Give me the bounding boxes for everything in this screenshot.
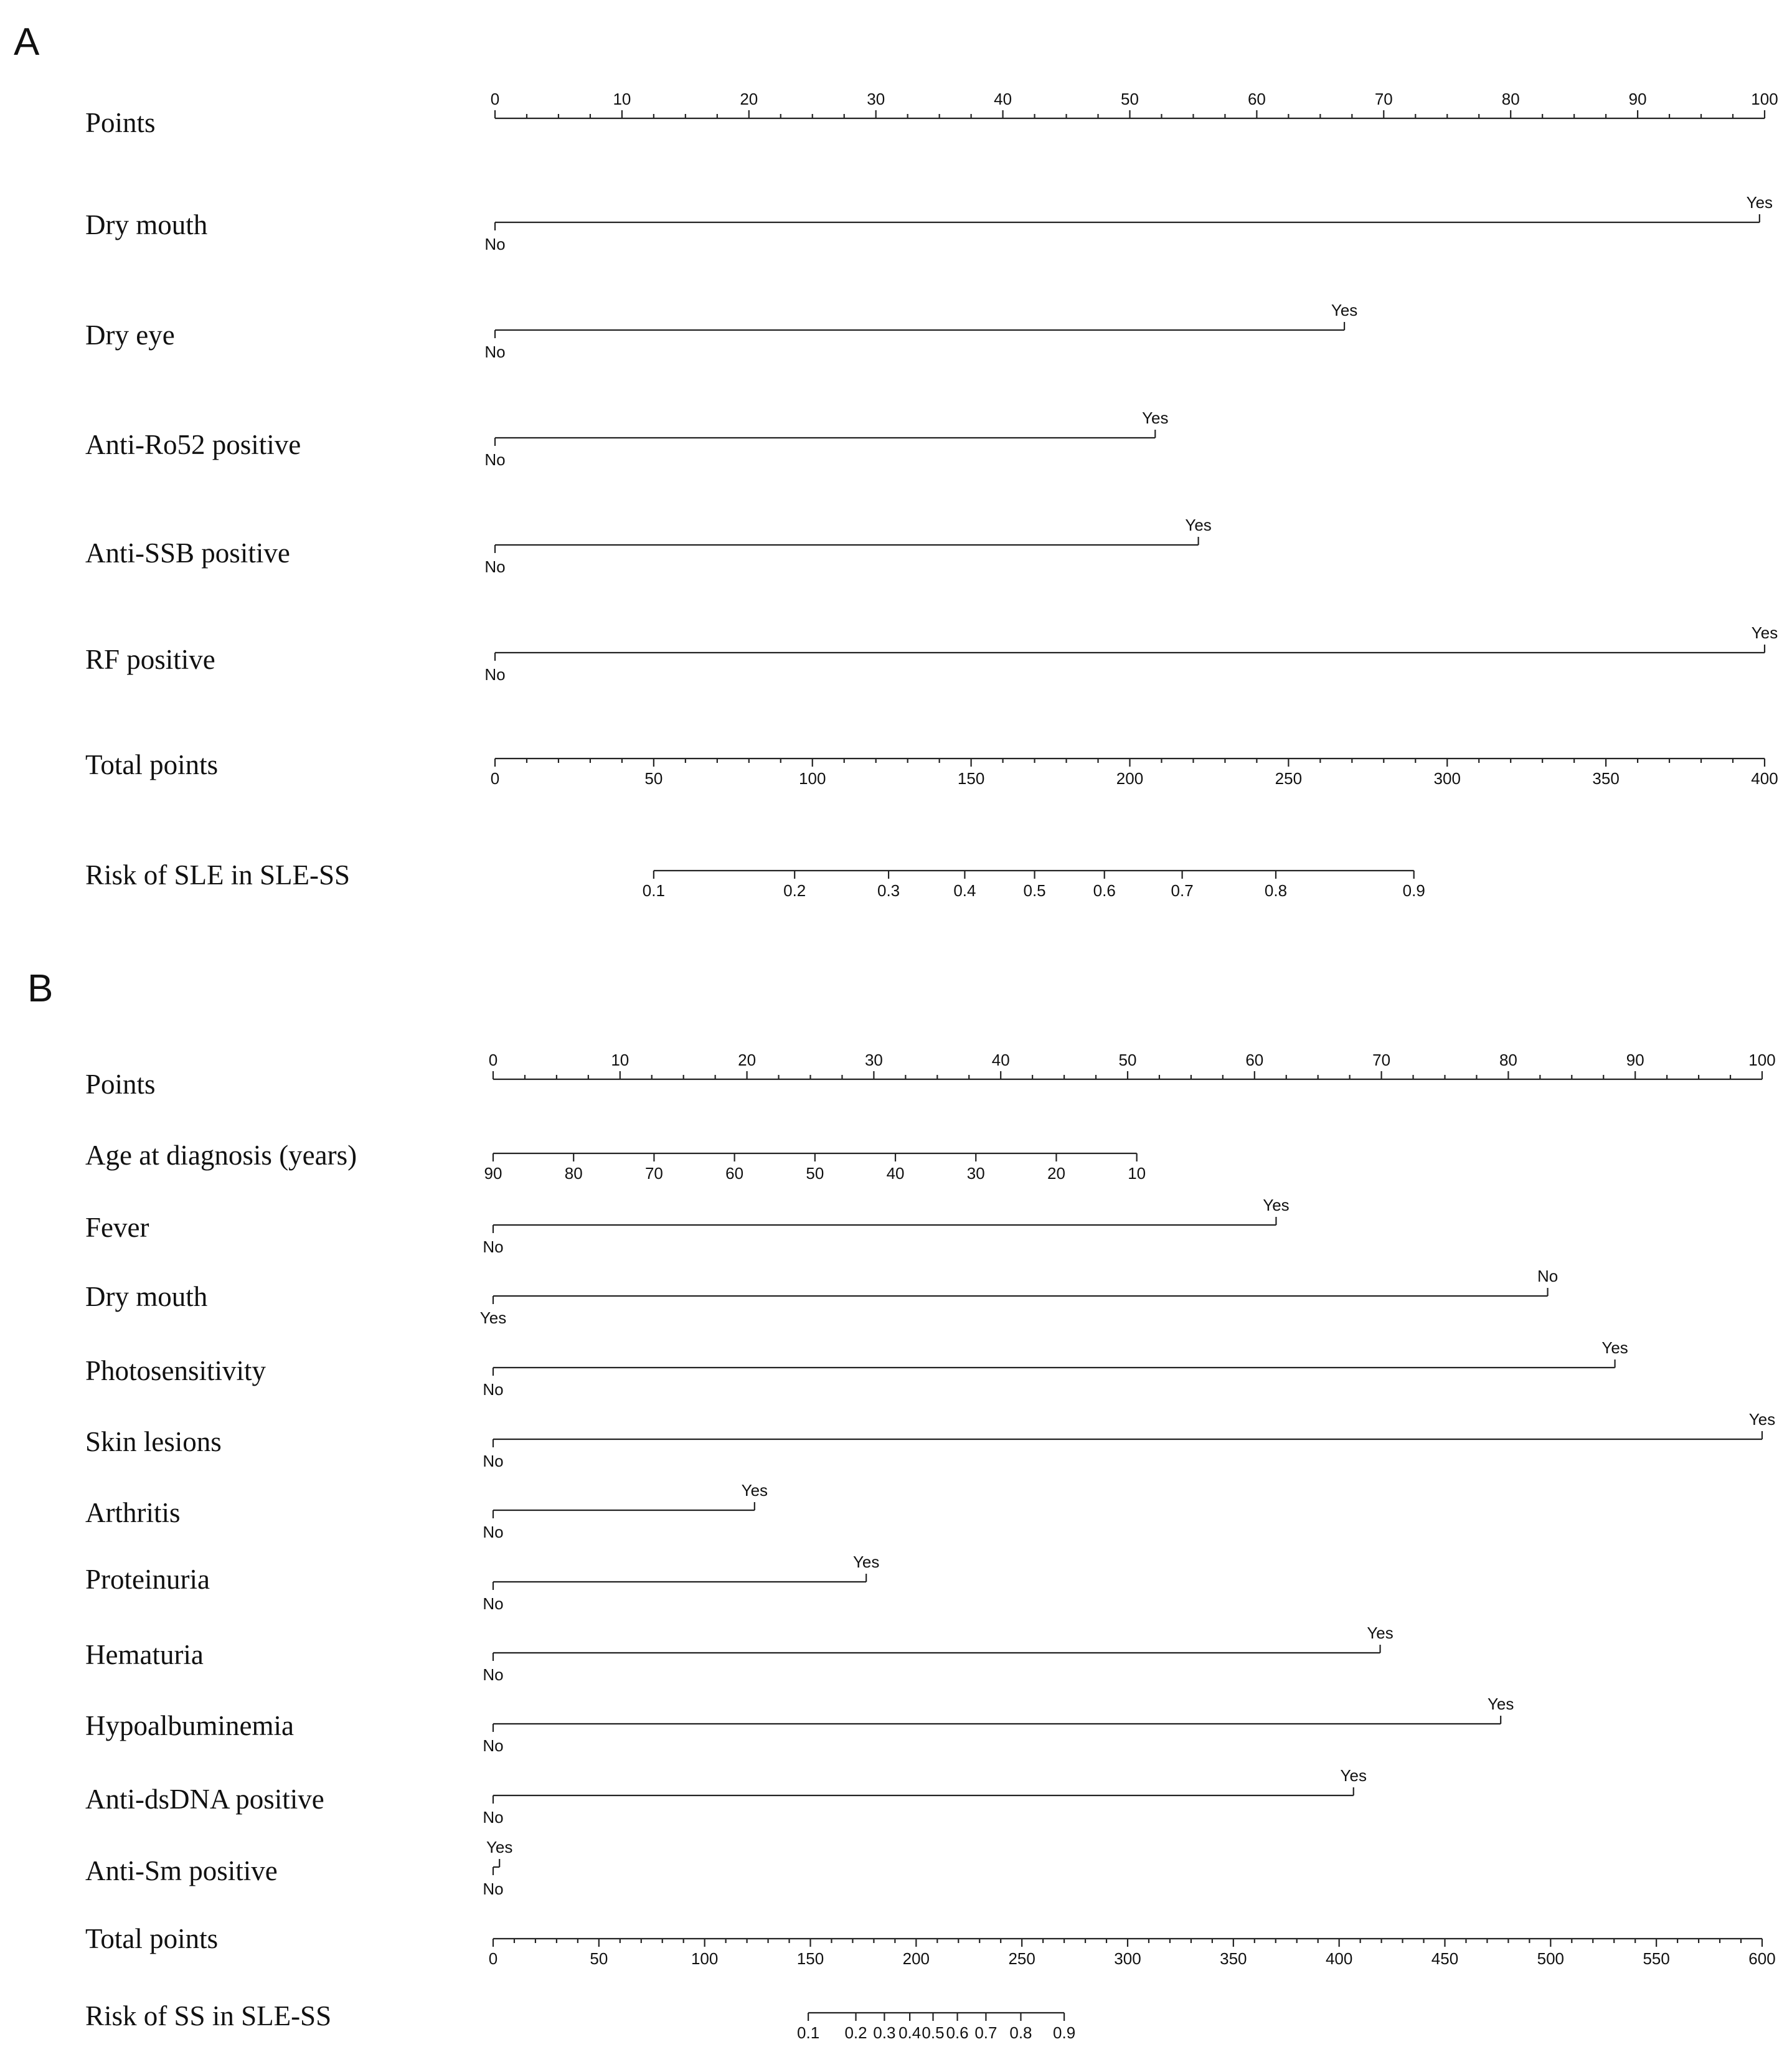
arthritis-high-level-label: Yes [741,1481,768,1500]
photosensitivity-high-level-label: Yes [1601,1338,1628,1357]
risk-of-ss-in-sle-ss-tick-label: 0.4 [898,2023,922,2042]
dry-eye-low-level-label: No [484,343,506,361]
row-total-points [85,1923,1776,1968]
anti-dsdna-positive-high-level-label: Yes [1340,1766,1367,1785]
points-tick-label: 60 [1247,90,1266,108]
risk-of-ss-in-sle-ss-tick-label: 0.1 [797,2023,820,2042]
row-label-points: Points [85,1069,156,1100]
hematuria-low-level-label: No [483,1665,504,1684]
points-tick-label: 20 [740,90,758,108]
skin-lesions-low-level-label: No [483,1452,504,1470]
anti-ssb-positive-low-level-label: No [484,557,506,576]
risk-of-ss-in-sle-ss-tick-label: 0.5 [922,2023,945,2042]
row-label-anti-ro52-positive: Anti-Ro52 positive [85,429,301,460]
row-arthritis [85,1481,768,1541]
points-tick-label: 60 [1245,1051,1264,1069]
row-age-at-diagnosis-years [85,1140,1146,1183]
row-fever [85,1196,1290,1256]
risk-of-sle-in-sle-ss-tick-label: 0.2 [783,881,806,900]
panel-letter-b: B [27,967,54,1010]
points-tick-label: 70 [1372,1051,1391,1069]
hematuria-high-level-label: Yes [1367,1624,1394,1642]
row-label-anti-dsdna-positive: Anti-dsDNA positive [85,1784,324,1815]
total-points-tick-label: 150 [957,769,985,788]
row-dry-eye [85,301,1357,361]
age-at-diagnosis-years-tick-label: 50 [806,1164,824,1183]
row-anti-sm-positive [85,1838,512,1898]
age-at-diagnosis-years-tick-label: 80 [564,1164,583,1183]
rf-positive-low-level-label: No [484,665,506,684]
photosensitivity-low-level-label: No [483,1380,504,1399]
age-at-diagnosis-years-tick-label: 30 [966,1164,985,1183]
total-points-tick-label: 400 [1325,1949,1353,1968]
anti-dsdna-positive-low-level-label: No [483,1808,504,1827]
nomogram-panel-a [85,90,1778,900]
row-proteinuria [85,1553,879,1613]
arthritis-low-level-label: No [483,1523,504,1541]
row-label-age-at-diagnosis-years: Age at diagnosis (years) [85,1140,357,1171]
risk-of-sle-in-sle-ss-tick-label: 0.3 [877,881,900,900]
dry-mouth-high-level-label: No [1537,1267,1559,1285]
points-tick-label: 40 [991,1051,1010,1069]
rf-positive-high-level-label: Yes [1751,623,1778,642]
total-points-tick-label: 500 [1537,1949,1565,1968]
skin-lesions-high-level-label: Yes [1748,1410,1776,1429]
points-tick-label: 30 [864,1051,883,1069]
row-label-total-points: Total points [85,1923,219,1954]
proteinuria-low-level-label: No [483,1594,504,1613]
row-label-total-points: Total points [85,749,219,780]
points-tick-label: 80 [1499,1051,1517,1069]
risk-of-sle-in-sle-ss-tick-label: 0.9 [1402,881,1425,900]
risk-of-sle-in-sle-ss-tick-label: 0.4 [953,881,976,900]
total-points-tick-label: 250 [1275,769,1303,788]
row-photosensitivity [85,1338,1628,1399]
points-tick-label: 0 [488,1051,498,1069]
total-points-tick-label: 150 [796,1949,824,1968]
row-label-rf-positive: RF positive [85,644,215,675]
risk-of-sle-in-sle-ss-tick-label: 0.8 [1264,881,1288,900]
points-tick-label: 40 [994,90,1012,108]
points-tick-label: 10 [613,90,631,108]
row-label-hypoalbuminemia: Hypoalbuminemia [85,1710,294,1741]
row-label-dry-mouth: Dry mouth [85,209,208,240]
row-anti-ssb-positive [85,516,1212,576]
row-dry-mouth [85,193,1773,253]
anti-sm-positive-low-level-label: No [483,1880,504,1898]
risk-of-sle-in-sle-ss-tick-label: 0.7 [1171,881,1194,900]
points-tick-label: 70 [1374,90,1393,108]
fever-high-level-label: Yes [1263,1196,1290,1214]
points-tick-label: 0 [490,90,500,108]
points-tick-label: 90 [1626,1051,1644,1069]
row-label-fever: Fever [85,1212,149,1243]
points-tick-label: 50 [1118,1051,1137,1069]
age-at-diagnosis-years-tick-label: 60 [725,1164,744,1183]
row-label-risk-of-sle-in-sle-ss: Risk of SLE in SLE-SS [85,859,351,891]
row-label-risk-of-ss-in-sle-ss: Risk of SS in SLE-SS [85,2000,332,2031]
age-at-diagnosis-years-tick-label: 10 [1128,1164,1146,1183]
row-rf-positive [85,623,1778,684]
anti-ro52-positive-high-level-label: Yes [1142,409,1169,427]
points-tick-label: 100 [1751,90,1778,108]
row-label-anti-ssb-positive: Anti-SSB positive [85,537,290,569]
points-tick-label: 80 [1501,90,1520,108]
total-points-tick-label: 200 [902,1949,930,1968]
total-points-tick-label: 50 [590,1949,608,1968]
risk-of-ss-in-sle-ss-tick-label: 0.3 [873,2023,896,2042]
total-points-tick-label: 100 [691,1949,719,1968]
total-points-tick-label: 400 [1751,769,1778,788]
risk-of-sle-in-sle-ss-tick-label: 0.1 [642,881,665,900]
total-points-tick-label: 350 [1220,1949,1247,1968]
risk-of-sle-in-sle-ss-tick-label: 0.5 [1023,881,1046,900]
points-tick-label: 30 [867,90,885,108]
risk-of-sle-in-sle-ss-tick-label: 0.6 [1093,881,1116,900]
row-label-anti-sm-positive: Anti-Sm positive [85,1855,278,1886]
age-at-diagnosis-years-tick-label: 70 [644,1164,663,1183]
points-tick-label: 20 [738,1051,757,1069]
fever-low-level-label: No [483,1237,504,1256]
row-label-points: Points [85,107,156,138]
points-tick-label: 50 [1121,90,1139,108]
risk-of-ss-in-sle-ss-tick-label: 0.6 [946,2023,969,2042]
row-anti-dsdna-positive [85,1766,1367,1827]
risk-of-ss-in-sle-ss-tick-label: 0.2 [844,2023,867,2042]
row-risk-of-sle-in-sle-ss [85,859,1425,900]
row-risk-of-ss-in-sle-ss [85,2000,1075,2042]
total-points-tick-label: 300 [1433,769,1461,788]
row-points [85,1051,1776,1100]
age-at-diagnosis-years-tick-label: 90 [484,1164,502,1183]
row-label-arthritis: Arthritis [85,1497,181,1528]
dry-mouth-low-level-label: Yes [479,1308,507,1327]
points-tick-label: 100 [1748,1051,1776,1069]
row-label-dry-eye: Dry eye [85,319,175,351]
total-points-tick-label: 0 [488,1949,498,1968]
row-total-points [85,749,1778,788]
row-hematuria [85,1624,1394,1684]
row-dry-mouth [85,1267,1558,1327]
anti-sm-positive-high-level-label: Yes [486,1838,513,1856]
nomogram-panel-b [85,1051,1776,2042]
dry-eye-high-level-label: Yes [1331,301,1358,319]
total-points-tick-label: 600 [1748,1949,1776,1968]
row-label-hematuria: Hematuria [85,1639,204,1670]
dry-mouth-high-level-label: Yes [1746,193,1773,212]
total-points-tick-label: 200 [1116,769,1144,788]
total-points-tick-label: 0 [490,769,500,788]
total-points-tick-label: 550 [1643,1949,1670,1968]
points-tick-label: 10 [611,1051,630,1069]
risk-of-ss-in-sle-ss-tick-label: 0.7 [974,2023,997,2042]
row-skin-lesions [85,1410,1775,1470]
age-at-diagnosis-years-tick-label: 20 [1047,1164,1065,1183]
risk-of-ss-in-sle-ss-tick-label: 0.9 [1053,2023,1076,2042]
proteinuria-high-level-label: Yes [852,1553,880,1571]
total-points-tick-label: 50 [644,769,663,788]
row-hypoalbuminemia [85,1695,1514,1755]
row-anti-ro52-positive [85,409,1168,469]
row-points [85,90,1778,138]
hypoalbuminemia-high-level-label: Yes [1487,1695,1514,1713]
age-at-diagnosis-years-tick-label: 40 [886,1164,905,1183]
total-points-tick-label: 350 [1592,769,1620,788]
hypoalbuminemia-low-level-label: No [483,1736,504,1755]
row-label-proteinuria: Proteinuria [85,1564,210,1595]
dry-mouth-low-level-label: No [484,235,506,253]
risk-of-ss-in-sle-ss-tick-label: 0.8 [1009,2023,1032,2042]
total-points-tick-label: 250 [1008,1949,1035,1968]
total-points-tick-label: 100 [799,769,826,788]
row-label-photosensitivity: Photosensitivity [85,1355,266,1386]
points-tick-label: 90 [1628,90,1647,108]
row-label-dry-mouth: Dry mouth [85,1281,208,1312]
panel-letter-a: A [14,21,40,64]
anti-ro52-positive-low-level-label: No [484,450,506,469]
anti-ssb-positive-high-level-label: Yes [1185,516,1212,534]
total-points-tick-label: 300 [1114,1949,1141,1968]
row-label-skin-lesions: Skin lesions [85,1426,222,1457]
total-points-tick-label: 450 [1431,1949,1459,1968]
